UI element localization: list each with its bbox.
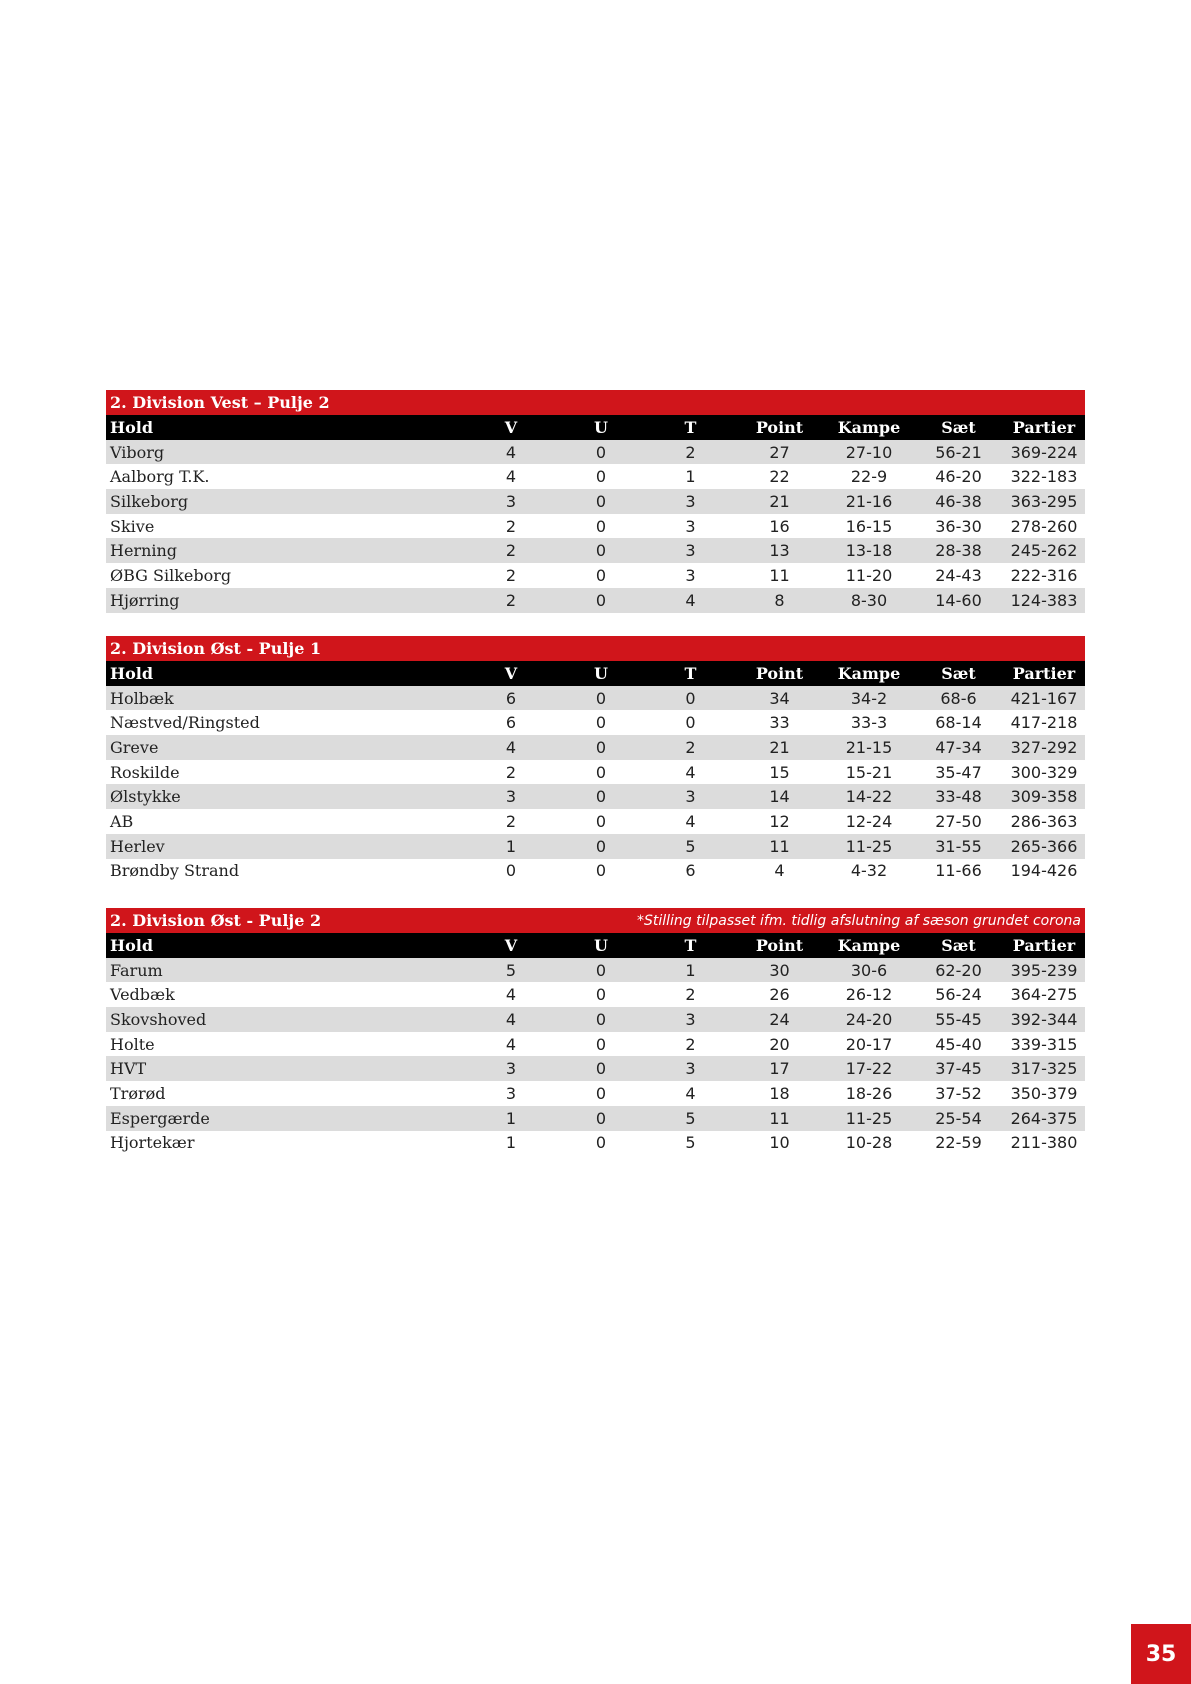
page-number: 35 xyxy=(1131,1624,1191,1684)
cell-saet: 56-21 xyxy=(935,442,982,462)
cell-partier: 265-366 xyxy=(1010,836,1078,856)
column-header-u: U xyxy=(594,935,608,955)
column-header-saet: Sæt xyxy=(941,935,976,955)
cell-u: 0 xyxy=(595,787,607,807)
cell-v: 4 xyxy=(505,1009,517,1029)
cell-u: 0 xyxy=(595,1009,607,1029)
cell-kampe: 27-10 xyxy=(845,442,893,462)
cell-v: 6 xyxy=(505,688,517,708)
cell-u: 0 xyxy=(595,467,607,487)
table-row xyxy=(106,489,1085,514)
cell-v: 3 xyxy=(505,1083,517,1103)
cell-t: 2 xyxy=(685,737,696,757)
cell-point: 4 xyxy=(774,861,785,881)
cell-point: 16 xyxy=(769,516,790,536)
cell-partier: 364-275 xyxy=(1010,985,1078,1005)
cell-t: 3 xyxy=(685,491,696,511)
cell-hold: Næstved/Ringsted xyxy=(110,713,260,733)
cell-point: 24 xyxy=(769,1009,790,1029)
column-header-t: T xyxy=(684,663,697,683)
cell-point: 22 xyxy=(769,467,790,487)
cell-point: 21 xyxy=(769,737,790,757)
cell-point: 11 xyxy=(769,1108,790,1128)
cell-hold: Herlev xyxy=(110,836,165,856)
cell-partier: 369-224 xyxy=(1010,442,1078,462)
cell-point: 12 xyxy=(769,811,790,831)
cell-t: 5 xyxy=(685,836,696,856)
cell-v: 2 xyxy=(505,762,517,782)
cell-hold: Hjortekær xyxy=(110,1133,195,1153)
cell-kampe: 10-28 xyxy=(845,1133,893,1153)
cell-t: 6 xyxy=(685,861,696,881)
cell-point: 17 xyxy=(769,1059,790,1079)
table-row xyxy=(106,1007,1085,1032)
cell-saet: 35-47 xyxy=(935,762,982,782)
cell-t: 3 xyxy=(685,787,696,807)
column-header-u: U xyxy=(594,663,608,683)
cell-t: 1 xyxy=(685,467,696,487)
cell-hold: Roskilde xyxy=(110,762,180,782)
cell-kampe: 16-15 xyxy=(845,516,893,536)
cell-u: 0 xyxy=(595,836,607,856)
cell-v: 0 xyxy=(505,861,517,881)
cell-u: 0 xyxy=(595,541,607,561)
cell-point: 18 xyxy=(769,1083,790,1103)
cell-kampe: 24-20 xyxy=(845,1009,893,1029)
table-rows xyxy=(106,933,1085,1155)
cell-u: 0 xyxy=(595,861,607,881)
table-row xyxy=(106,859,1085,884)
cell-t: 4 xyxy=(685,1083,696,1103)
column-header-t: T xyxy=(684,935,697,955)
column-header-point: Point xyxy=(755,417,804,437)
cell-kampe: 14-22 xyxy=(845,787,893,807)
table-title-bar xyxy=(106,636,1085,661)
cell-kampe: 22-9 xyxy=(850,467,888,487)
table-title-bar xyxy=(106,908,1085,933)
cell-kampe: 11-25 xyxy=(845,836,893,856)
cell-partier: 327-292 xyxy=(1010,737,1078,757)
cell-point: 34 xyxy=(769,688,790,708)
cell-kampe: 17-22 xyxy=(845,1059,893,1079)
column-header-partier: Partier xyxy=(1012,663,1076,683)
cell-partier: 322-183 xyxy=(1010,467,1078,487)
cell-point: 8 xyxy=(774,590,785,610)
table-header-row xyxy=(106,933,1085,958)
column-header-saet: Sæt xyxy=(941,663,976,683)
cell-hold: Silkeborg xyxy=(110,491,189,511)
cell-t: 2 xyxy=(685,1034,696,1054)
cell-partier: 245-262 xyxy=(1010,541,1078,561)
cell-v: 1 xyxy=(505,1108,517,1128)
cell-v: 4 xyxy=(505,442,517,462)
cell-saet: 11-66 xyxy=(935,861,982,881)
column-header-kampe: Kampe xyxy=(837,417,901,437)
cell-kampe: 26-12 xyxy=(845,985,893,1005)
cell-saet: 37-52 xyxy=(935,1083,982,1103)
table-row xyxy=(106,440,1085,465)
column-header-partier: Partier xyxy=(1012,935,1076,955)
cell-partier: 395-239 xyxy=(1010,960,1078,980)
cell-partier: 222-316 xyxy=(1010,565,1078,585)
cell-u: 0 xyxy=(595,737,607,757)
cell-v: 4 xyxy=(505,467,517,487)
table-header-row xyxy=(106,661,1085,686)
cell-u: 0 xyxy=(595,590,607,610)
cell-point: 13 xyxy=(769,541,790,561)
cell-u: 0 xyxy=(595,985,607,1005)
cell-saet: 62-20 xyxy=(935,960,982,980)
cell-v: 4 xyxy=(505,737,517,757)
table-title: 2. Division Vest – Pulje 2 xyxy=(110,393,330,412)
cell-v: 3 xyxy=(505,1059,517,1079)
cell-u: 0 xyxy=(595,688,607,708)
table-row xyxy=(106,735,1085,760)
table-title: 2. Division Øst - Pulje 1 xyxy=(110,639,322,658)
table-title-bar xyxy=(106,390,1085,415)
table-row xyxy=(106,686,1085,711)
cell-hold: Greve xyxy=(110,737,159,757)
cell-saet: 68-6 xyxy=(940,688,977,708)
table-row xyxy=(106,563,1085,588)
cell-u: 0 xyxy=(595,1034,607,1054)
cell-v: 6 xyxy=(505,713,517,733)
cell-hold: Brøndby Strand xyxy=(110,861,240,881)
cell-partier: 300-329 xyxy=(1010,762,1078,782)
cell-hold: HVT xyxy=(110,1059,147,1079)
cell-kampe: 4-32 xyxy=(850,861,888,881)
cell-v: 1 xyxy=(505,1133,517,1153)
cell-kampe: 18-26 xyxy=(845,1083,893,1103)
standings-table-oest-pulje-2 xyxy=(106,908,1085,1155)
cell-u: 0 xyxy=(595,713,607,733)
cell-point: 11 xyxy=(769,565,790,585)
cell-point: 10 xyxy=(769,1133,790,1153)
cell-t: 3 xyxy=(685,541,696,561)
cell-point: 11 xyxy=(769,836,790,856)
cell-saet: 46-20 xyxy=(935,467,982,487)
cell-partier: 278-260 xyxy=(1010,516,1078,536)
table-row xyxy=(106,1131,1085,1156)
cell-hold: Holbæk xyxy=(110,688,174,708)
cell-partier: 363-295 xyxy=(1010,491,1078,511)
cell-t: 0 xyxy=(685,688,696,708)
column-header-v: V xyxy=(504,663,518,683)
cell-kampe: 12-24 xyxy=(845,811,893,831)
cell-hold: AB xyxy=(110,811,134,831)
table-row xyxy=(106,538,1085,563)
cell-saet: 14-60 xyxy=(935,590,982,610)
cell-hold: ØBG Silkeborg xyxy=(110,565,232,585)
cell-point: 26 xyxy=(769,985,790,1005)
cell-t: 4 xyxy=(685,590,696,610)
cell-hold: Herning xyxy=(110,541,178,561)
cell-v: 3 xyxy=(505,491,517,511)
cell-t: 4 xyxy=(685,811,696,831)
table-row xyxy=(106,1056,1085,1081)
cell-v: 4 xyxy=(505,985,517,1005)
cell-u: 0 xyxy=(595,1083,607,1103)
cell-saet: 55-45 xyxy=(935,1009,982,1029)
cell-t: 0 xyxy=(685,713,696,733)
cell-u: 0 xyxy=(595,565,607,585)
table-note: *Stilling tilpasset ifm. tidlig afslutning af sæson grundet corona xyxy=(636,912,1081,929)
cell-v: 2 xyxy=(505,541,517,561)
cell-point: 30 xyxy=(769,960,790,980)
cell-u: 0 xyxy=(595,1059,607,1079)
table-row xyxy=(106,710,1085,735)
cell-v: 5 xyxy=(505,960,517,980)
column-header-hold: Hold xyxy=(110,663,154,683)
cell-t: 5 xyxy=(685,1108,696,1128)
cell-hold: Espergærde xyxy=(110,1108,210,1128)
cell-partier: 417-218 xyxy=(1010,713,1078,733)
cell-t: 3 xyxy=(685,1009,696,1029)
cell-saet: 36-30 xyxy=(935,516,982,536)
cell-hold: Holte xyxy=(110,1034,155,1054)
cell-hold: Viborg xyxy=(110,442,165,462)
cell-kampe: 30-6 xyxy=(850,960,888,980)
standings-table-oest-pulje-1 xyxy=(106,636,1085,883)
cell-t: 5 xyxy=(685,1133,696,1153)
cell-partier: 124-383 xyxy=(1010,590,1078,610)
cell-u: 0 xyxy=(595,762,607,782)
cell-hold: Trørød xyxy=(110,1083,166,1103)
cell-point: 14 xyxy=(769,787,790,807)
column-header-t: T xyxy=(684,417,697,437)
column-header-hold: Hold xyxy=(110,417,154,437)
cell-v: 3 xyxy=(505,787,517,807)
table-row xyxy=(106,588,1085,613)
cell-u: 0 xyxy=(595,811,607,831)
cell-kampe: 33-3 xyxy=(850,713,888,733)
column-header-u: U xyxy=(594,417,608,437)
cell-hold: Farum xyxy=(110,960,163,980)
column-header-v: V xyxy=(504,935,518,955)
cell-u: 0 xyxy=(595,491,607,511)
cell-saet: 56-24 xyxy=(935,985,982,1005)
column-header-partier: Partier xyxy=(1012,417,1076,437)
cell-kampe: 34-2 xyxy=(850,688,888,708)
cell-hold: Hjørring xyxy=(110,590,180,610)
cell-kampe: 15-21 xyxy=(845,762,893,782)
cell-t: 4 xyxy=(685,762,696,782)
column-header-kampe: Kampe xyxy=(837,935,901,955)
cell-point: 33 xyxy=(769,713,790,733)
table-row xyxy=(106,784,1085,809)
cell-t: 3 xyxy=(685,565,696,585)
cell-t: 3 xyxy=(685,516,696,536)
table-rows xyxy=(106,661,1085,883)
table-row xyxy=(106,464,1085,489)
cell-saet: 25-54 xyxy=(935,1108,982,1128)
cell-u: 0 xyxy=(595,1133,607,1153)
cell-kampe: 20-17 xyxy=(845,1034,893,1054)
cell-hold: Skive xyxy=(110,516,155,536)
cell-v: 2 xyxy=(505,811,517,831)
cell-hold: Aalborg T.K. xyxy=(110,467,210,487)
table-title: 2. Division Øst - Pulje 2 xyxy=(110,911,322,930)
cell-partier: 194-426 xyxy=(1010,861,1078,881)
cell-saet: 33-48 xyxy=(935,787,982,807)
cell-kampe: 11-20 xyxy=(845,565,893,585)
cell-point: 20 xyxy=(769,1034,790,1054)
cell-kampe: 21-16 xyxy=(845,491,893,511)
cell-saet: 37-45 xyxy=(935,1059,982,1079)
table-header-row xyxy=(106,415,1085,440)
cell-v: 2 xyxy=(505,590,517,610)
cell-partier: 339-315 xyxy=(1010,1034,1078,1054)
cell-v: 2 xyxy=(505,516,517,536)
cell-u: 0 xyxy=(595,442,607,462)
cell-saet: 28-38 xyxy=(935,541,982,561)
cell-partier: 392-344 xyxy=(1010,1009,1078,1029)
cell-t: 3 xyxy=(685,1059,696,1079)
cell-point: 15 xyxy=(769,762,790,782)
column-header-saet: Sæt xyxy=(941,417,976,437)
cell-partier: 309-358 xyxy=(1010,787,1078,807)
column-header-kampe: Kampe xyxy=(837,663,901,683)
cell-saet: 68-14 xyxy=(935,713,982,733)
table-row xyxy=(106,1081,1085,1106)
cell-partier: 350-379 xyxy=(1010,1083,1078,1103)
cell-t: 2 xyxy=(685,442,696,462)
cell-point: 27 xyxy=(769,442,790,462)
cell-kampe: 13-18 xyxy=(845,541,893,561)
table-row xyxy=(106,809,1085,834)
cell-partier: 421-167 xyxy=(1010,688,1078,708)
cell-saet: 46-38 xyxy=(935,491,982,511)
column-header-point: Point xyxy=(755,663,804,683)
table-row xyxy=(106,958,1085,983)
cell-t: 1 xyxy=(685,960,696,980)
cell-saet: 45-40 xyxy=(935,1034,982,1054)
cell-hold: Skovshoved xyxy=(110,1009,207,1029)
table-row xyxy=(106,514,1085,539)
cell-saet: 22-59 xyxy=(935,1133,982,1153)
cell-partier: 317-325 xyxy=(1010,1059,1078,1079)
table-row xyxy=(106,1032,1085,1057)
cell-kampe: 11-25 xyxy=(845,1108,893,1128)
cell-v: 2 xyxy=(505,565,517,585)
cell-saet: 27-50 xyxy=(935,811,982,831)
column-header-point: Point xyxy=(755,935,804,955)
cell-saet: 31-55 xyxy=(935,836,982,856)
cell-v: 4 xyxy=(505,1034,517,1054)
cell-v: 1 xyxy=(505,836,517,856)
cell-u: 0 xyxy=(595,1108,607,1128)
cell-hold: Ølstykke xyxy=(110,787,181,807)
cell-kampe: 8-30 xyxy=(850,590,888,610)
column-header-hold: Hold xyxy=(110,935,154,955)
cell-u: 0 xyxy=(595,960,607,980)
cell-point: 21 xyxy=(769,491,790,511)
cell-t: 2 xyxy=(685,985,696,1005)
cell-partier: 264-375 xyxy=(1010,1108,1078,1128)
cell-u: 0 xyxy=(595,516,607,536)
cell-saet: 24-43 xyxy=(935,565,982,585)
table-row xyxy=(106,834,1085,859)
cell-kampe: 21-15 xyxy=(845,737,893,757)
cell-partier: 211-380 xyxy=(1010,1133,1078,1153)
column-header-v: V xyxy=(504,417,518,437)
cell-hold: Vedbæk xyxy=(110,985,175,1005)
table-row xyxy=(106,1106,1085,1131)
standings-table-vest-pulje-2 xyxy=(106,390,1085,613)
cell-saet: 47-34 xyxy=(935,737,982,757)
table-rows xyxy=(106,415,1085,613)
table-row xyxy=(106,760,1085,785)
cell-partier: 286-363 xyxy=(1010,811,1078,831)
table-row xyxy=(106,982,1085,1007)
